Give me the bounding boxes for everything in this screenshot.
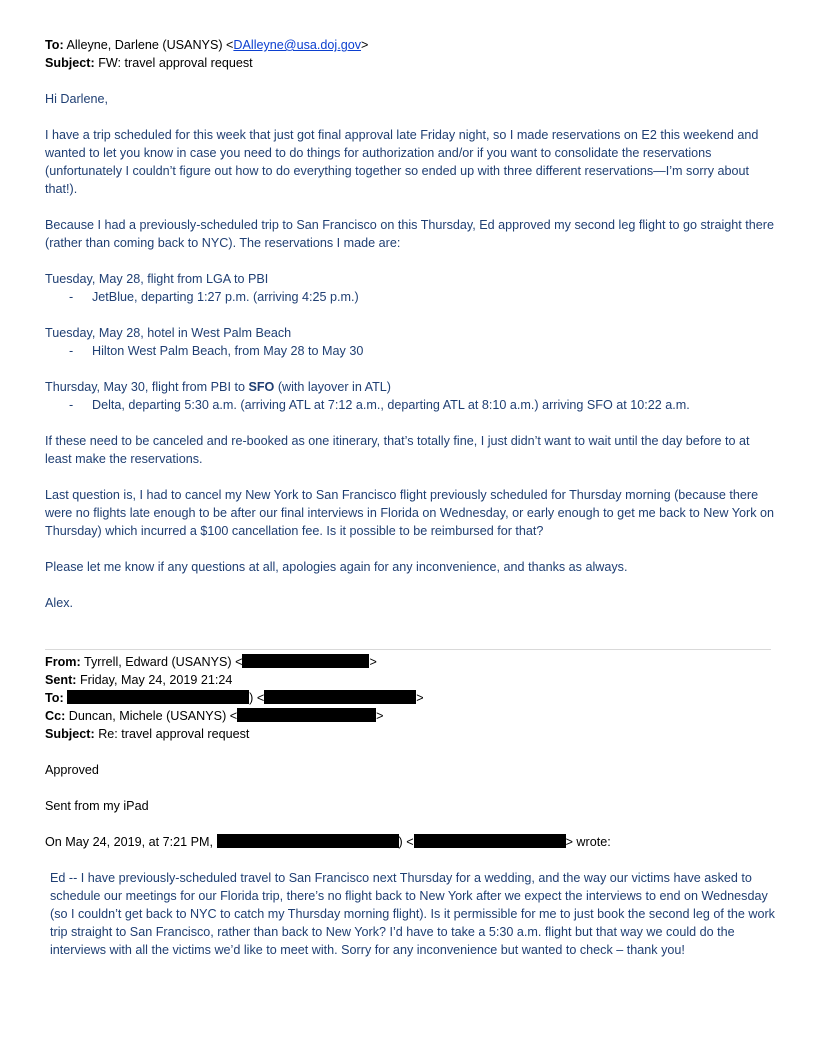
reservation-2-text: Hilton West Palm Beach, from May 28 to May 30 bbox=[92, 344, 364, 358]
redaction-block bbox=[264, 690, 416, 704]
redaction-block bbox=[67, 690, 249, 704]
reservation-3-text: Delta, departing 5:30 a.m. (arriving ATL at 7:12 a.m., departing ATL at 8:10 a.m.) arriving SFO at 10:22 a.m. bbox=[92, 398, 690, 412]
dash-bullet: - bbox=[69, 398, 74, 412]
cc-label: Cc: bbox=[45, 709, 66, 723]
quote-header-mid: ) < bbox=[398, 835, 414, 849]
to-email-link[interactable]: DAlleyne@usa.doj.gov bbox=[233, 38, 362, 52]
from-line bbox=[45, 653, 775, 671]
reservation-1-title: Tuesday, May 28, flight from LGA to PBI bbox=[45, 272, 269, 286]
original-subject-label: Subject: bbox=[45, 727, 95, 741]
original-to-close: > bbox=[416, 691, 424, 705]
reservation-3-title-c: (with layover in ATL) bbox=[274, 380, 391, 394]
to-name: Alleyne, Darlene (USANYS) < bbox=[66, 38, 234, 52]
sent-date: Friday, May 24, 2019 21:24 bbox=[79, 673, 233, 687]
paragraph-2: Because I had a previously-scheduled trip to San Francisco on this Thursday, Ed approved my second leg flight to go straight there (rather than coming back to NYC). The reservations I made are: bbox=[45, 218, 774, 250]
dash-bullet: - bbox=[69, 344, 74, 358]
cc-name: Duncan, Michele (USANYS) < bbox=[68, 709, 238, 723]
paragraph-5: Please let me know if any questions at all, apologies again for any inconvenience, and thanks as always. bbox=[45, 560, 628, 574]
to-line bbox=[45, 36, 775, 54]
original-message bbox=[45, 653, 775, 959]
forward-header bbox=[45, 36, 775, 72]
to-label: To: bbox=[45, 38, 64, 52]
quoted-message: Ed -- I have previously-scheduled travel to San Francisco next Thursday for a wedding, and the way our victims have asked to schedule our meetings for our Florida trip, there’s no flight back to New York after we expect the interviews to end on Wednesday (so I couldn’t get back to NYC to catch my Thursday morning flight). Is it permissible for me to just book the second leg of the work trip straight to San Francisco, rather than back to New York? I’d have to take a 5:30 a.m. flight but that way we could do the interviews with all the victims we’d like to meet with. Sorry for any inconvenience but wanted to check – thank you! bbox=[50, 871, 775, 957]
original-to-mid: ) < bbox=[249, 691, 265, 705]
original-subject-text: Re: travel approval request bbox=[98, 727, 250, 741]
paragraph-3: If these need to be canceled and re-booked as one itinerary, that’s totally fine, I just didn’t want to wait until the day before to at least make the reservations. bbox=[45, 434, 750, 466]
to-close: > bbox=[361, 38, 369, 52]
cc-line bbox=[45, 707, 775, 725]
reservation-1-detail bbox=[45, 288, 775, 306]
subject-line bbox=[45, 54, 775, 72]
divider-line bbox=[45, 649, 771, 650]
sent-line bbox=[45, 671, 775, 689]
signoff: Alex. bbox=[45, 596, 73, 610]
signature: Sent from my iPad bbox=[45, 799, 149, 813]
email-document bbox=[45, 36, 775, 612]
cc-close: > bbox=[376, 709, 384, 723]
greeting: Hi Darlene, bbox=[45, 92, 108, 106]
original-subject-line bbox=[45, 725, 775, 743]
original-to-label: To: bbox=[45, 691, 64, 705]
quote-header bbox=[45, 833, 775, 851]
quote-header-suffix: > wrote: bbox=[565, 835, 611, 849]
from-close: > bbox=[369, 655, 377, 669]
quote-header-prefix: On May 24, 2019, at 7:21 PM, bbox=[45, 835, 214, 849]
from-name: Tyrrell, Edward (USANYS) < bbox=[83, 655, 243, 669]
reply-text: Approved bbox=[45, 763, 99, 777]
redaction-block bbox=[217, 834, 399, 848]
paragraph-4: Last question is, I had to cancel my New York to San Francisco flight previously scheduled for Thursday morning (because there were no flights late enough to be after our final interviews in Florida on Wednesday, or early enough to get me back to New York on Thursday) which incurred a $100 cancellation fee. Is it possible to be reimbursed for that? bbox=[45, 488, 774, 538]
redaction-block bbox=[242, 654, 369, 668]
sent-label: Sent: bbox=[45, 673, 77, 687]
reservation-3-title-sfo: SFO bbox=[248, 380, 275, 394]
reservation-2-detail bbox=[45, 342, 775, 360]
message-body bbox=[45, 90, 775, 612]
dash-bullet: - bbox=[69, 290, 74, 304]
redaction-block bbox=[414, 834, 566, 848]
paragraph-1: I have a trip scheduled for this week that just got final approval late Friday night, so I made reservations on E2 this weekend and wanted to let you know in case you need to do things for authorization and/or if you want to consolidate the reservations (unfortunately I couldn’t figure out how to do everything together so ended up with three different reservations—I’m sorry about that!). bbox=[45, 128, 759, 196]
original-header bbox=[45, 653, 775, 743]
reservation-3-title-a: Thursday, May 30, flight from PBI to bbox=[45, 380, 249, 394]
subject-label: Subject: bbox=[45, 56, 95, 70]
reservation-3-detail bbox=[45, 396, 775, 414]
from-label: From: bbox=[45, 655, 81, 669]
reservation-3-title bbox=[45, 378, 775, 396]
original-to-line bbox=[45, 689, 775, 707]
redaction-block bbox=[237, 708, 376, 722]
subject-text: FW: travel approval request bbox=[98, 56, 253, 70]
reservation-1-text: JetBlue, departing 1:27 p.m. (arriving 4:25 p.m.) bbox=[92, 290, 359, 304]
reservation-2-title: Tuesday, May 28, hotel in West Palm Beach bbox=[45, 326, 292, 340]
